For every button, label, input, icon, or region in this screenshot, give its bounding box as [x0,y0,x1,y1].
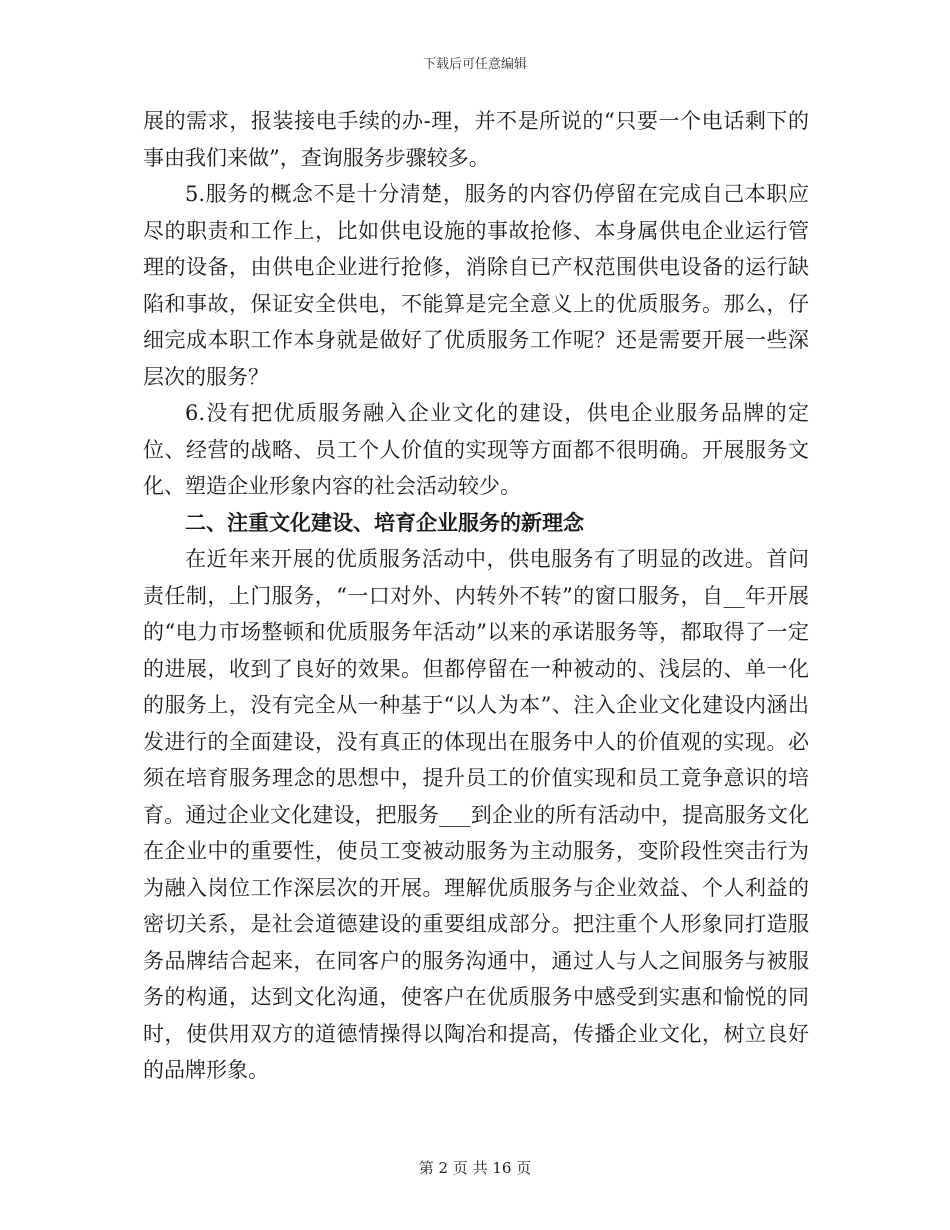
paragraph-item-5: 5.服务的概念不是十分清楚，服务的内容仍停留在完成自己本职应尽的职责和工作上，比如供电设施的事故抢修、本身属供电企业运行管理的设备，由供电企业进行抢修，消除自已产权范围供电设备的运行缺陷和事故，保证安全供电，不能算是完全意义上的优质服务。那么，仔细完成本职工作本身就是做好了优质服务工作呢？还是需要开展一些深层次的服务？ [143,182,809,389]
document-body [143,103,809,1089]
page-header: 下载后可任意编辑 [422,57,527,72]
page-number-footer: 第 2 页 共 16 页 [418,1159,532,1177]
paragraph-section-body: 在近年来开展的优质服务活动中，供电服务有了明显的改进。首问责任制，上门服务，“一口对外、内转外不转”的窗口服务，自__年开展的“电力市场整顿和优质服务年活动”以来的承诺服务等，都取得了一定的进展，收到了良好的效果。但都停留在一种被动的、浅层的、单一化的服务上，没有完全从一种基于“以人为本”、注入企业文化建设内涵出发进行的全面建设，没有真正的体现出在服务中人的价值观的实现。必须在培育服务理念的思想中，提升员工的价值实现和员工竟争意识的培育。通过企业文化建设，把服务___到企业的所有活动中，提高服务文化在企业中的重要性，使员工变被动服务为主动服务，变阶段性突击行为为融入岗位工作深层次的开展。理解优质服务与企业效益、个人利益的密切关系，是社会道德建设的重要组成部分。把注重个人形象同打造服务品牌结合起来，在同客户的服务沟通中，通过人与人之间服务与被服务的构通，达到文化沟通，使客户在优质服务中感受到实惠和愉悦的同时，使供用双方的道德情操得以陶冶和提高，传播企业文化，树立良好的品牌形象。 [143,547,809,1082]
paragraph-item-6: 6.没有把优质服务融入企业文化的建设，供电企业服务品牌的定位、经营的战略、员工个人价值的实现等方面都不很明确。开展服务文化、塑造企业形象内容的社会活动较少。 [143,401,809,498]
section-heading: 二、注重文化建设、培育企业服务的新理念 [185,509,584,535]
paragraph-continued: 展的需求，报装接电手续的办-理，并不是所说的“只要一个电话剩下的事由我们来做”，查询服务步骤较多。 [143,109,809,170]
